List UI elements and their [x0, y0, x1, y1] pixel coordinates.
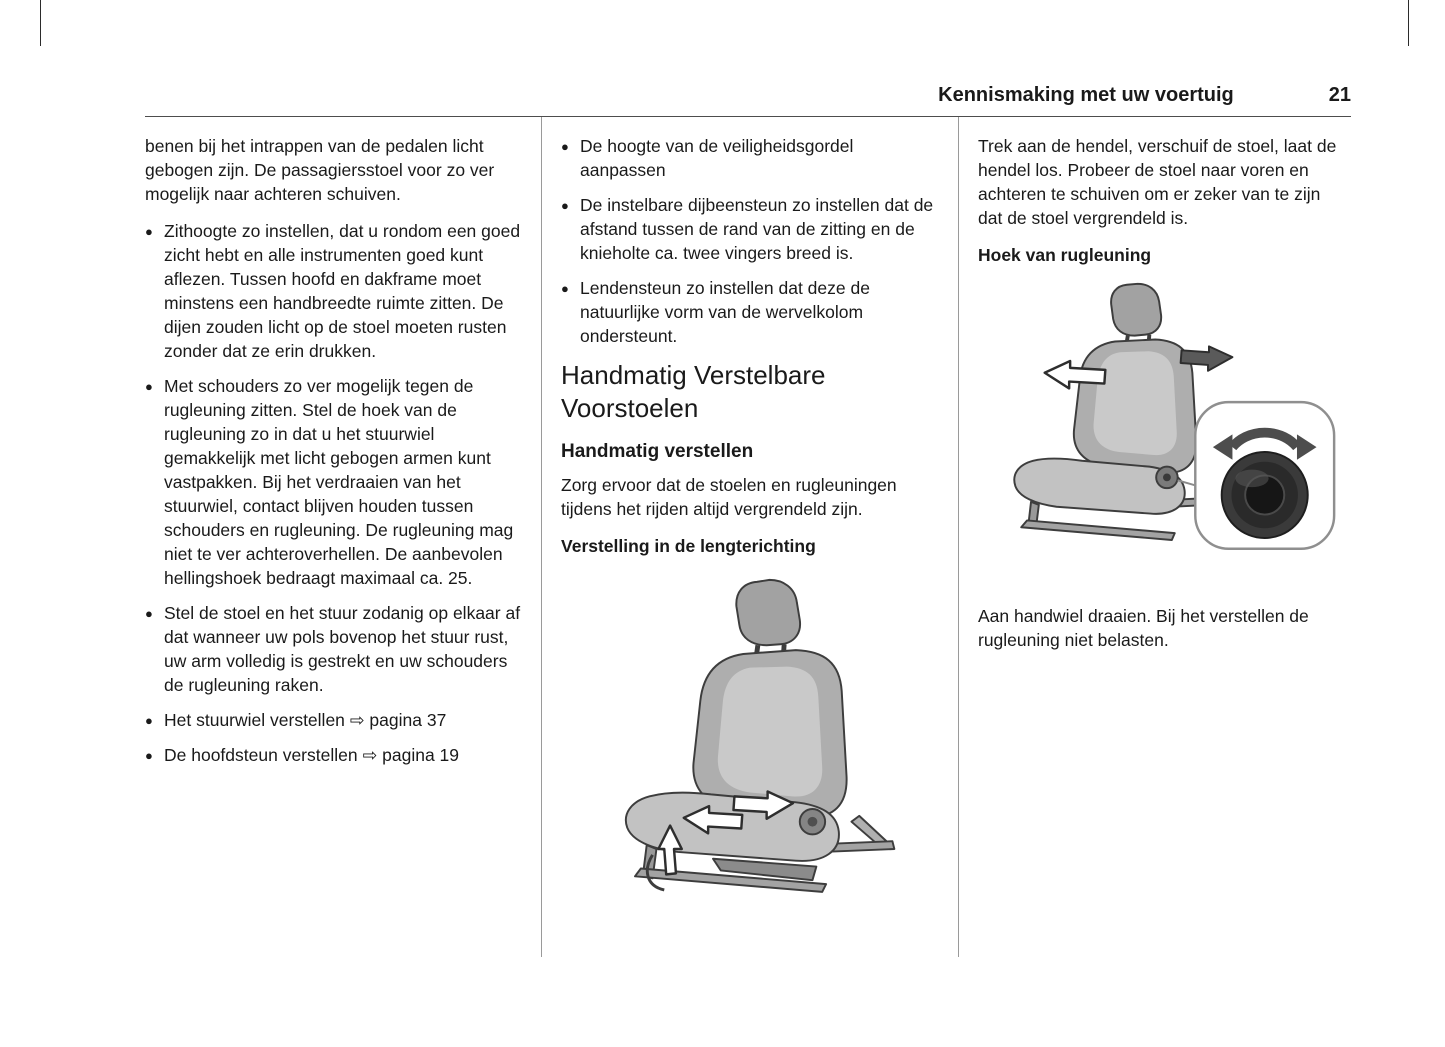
page-reference: ⇨ pagina 19	[362, 745, 459, 765]
list-item	[561, 276, 942, 348]
cross-reference-label: Het stuurwiel verstellen	[164, 710, 345, 730]
backrest-panel	[1093, 351, 1176, 455]
section-heading: Handmatig Verstelbare Voorstoelen	[561, 360, 826, 423]
bullet-list	[561, 134, 942, 348]
page-number: 21	[1328, 84, 1351, 106]
seat-recline-illustration	[988, 275, 1340, 583]
list-item-text: De instelbare dijbeensteun zo instellen dat de afstand tussen de rand van de zitting en de knieholte ca. twee vingers breed is.	[580, 195, 934, 263]
list-item-text: Stel de stoel en het stuur zodanig op elkaar af dat wanneer uw pols bovenop het stuur rust, uw arm volledig is gestrekt en uw schouders de rugleuning raken.	[164, 603, 521, 695]
column-right	[958, 117, 1351, 957]
crop-mark-right	[1408, 0, 1409, 46]
seat-rail-front	[1021, 520, 1175, 540]
list-item	[145, 743, 521, 767]
page-header	[145, 0, 1351, 117]
seat-recline-figure	[978, 275, 1349, 588]
column-left	[145, 117, 541, 957]
list-item	[145, 708, 521, 732]
adjustment-label: Verstelling in de lengterichting	[561, 536, 816, 556]
crop-mark-left	[40, 0, 41, 46]
list-item	[561, 193, 942, 265]
bullet-marker: ●	[145, 224, 153, 239]
headrest	[736, 580, 800, 645]
paragraph: Aan handwiel draaien. Bij het verstellen de rugleuning niet belasten.	[978, 606, 1309, 650]
bullet-marker: ●	[145, 379, 153, 394]
seat-longitudinal-figure	[561, 566, 942, 903]
list-item	[145, 374, 521, 590]
bullet-marker: ●	[145, 606, 153, 621]
bullet-marker: ●	[145, 713, 153, 728]
bullet-list	[145, 219, 521, 767]
bullet-marker: ●	[561, 139, 569, 154]
recline-label: Hoek van rugleuning	[978, 245, 1152, 265]
list-item-text: De hoogte van de veiligheidsgordel aanpassen	[580, 136, 854, 180]
page-reference: ⇨ pagina 37	[349, 710, 447, 730]
headrest	[1111, 284, 1161, 336]
bullet-marker: ●	[561, 281, 569, 296]
paragraph: benen bij het intrappen van de pedalen licht gebogen zijn. De passagiersstoel voor zo ver mogelijk naar achteren schuiven.	[145, 136, 495, 204]
seat-longitudinal-illustration	[596, 566, 908, 898]
list-item	[145, 219, 521, 363]
page-title: Kennismaking met uw voertuig	[938, 84, 1234, 106]
cross-reference-label: De hoofdsteun verstellen	[164, 745, 358, 765]
bullet-marker: ●	[561, 198, 569, 213]
bullet-marker: ●	[145, 748, 153, 763]
list-item-text: Lendensteun zo instellen dat deze de natuurlijke vorm van de wervelkolom ondersteunt.	[580, 278, 870, 346]
backrest-panel	[717, 667, 821, 797]
list-item-text: Zithoogte zo instellen, dat u rondom een goed zicht hebt en alle instrumenten goed kunt aflezen. Tussen hoofd en dakframe moet minstens een handbreedte ruimte zitten. De dijen zouden licht op de stoel moeten rusten zonder dat ze erin drukken.	[164, 221, 521, 361]
paragraph: Zorg ervoor dat de stoelen en rugleuningen tijdens het rijden altijd vergrendeld zijn.	[561, 475, 897, 519]
manual-page	[145, 0, 1351, 957]
list-item	[561, 134, 942, 182]
paragraph: Trek aan de hendel, verschuif de stoel, laat de hendel los. Probeer de stoel naar voren en achteren te schuiven om er zeker van te zijn dat de stoel vergrendeld is.	[978, 136, 1337, 228]
magnifier-inset	[1195, 402, 1334, 549]
column-middle	[541, 117, 958, 957]
content-columns	[145, 117, 1351, 957]
sub-heading: Handmatig verstellen	[561, 441, 754, 462]
list-item	[145, 601, 521, 697]
list-item-text: Met schouders zo ver mogelijk tegen de rugleuning zitten. Stel de hoek van de rugleuning zo in dat u het stuurwiel gemakkelijk met licht gebogen armen kunt vastpakken. Bij het verdraaien van het stuurwiel, contact blijven houden tussen schouders en rugleuning. De rugleuning mag niet te ver achteroverhellen. De aanbevolen hellingshoek bedraagt maximaal ca. 25.	[164, 376, 514, 588]
